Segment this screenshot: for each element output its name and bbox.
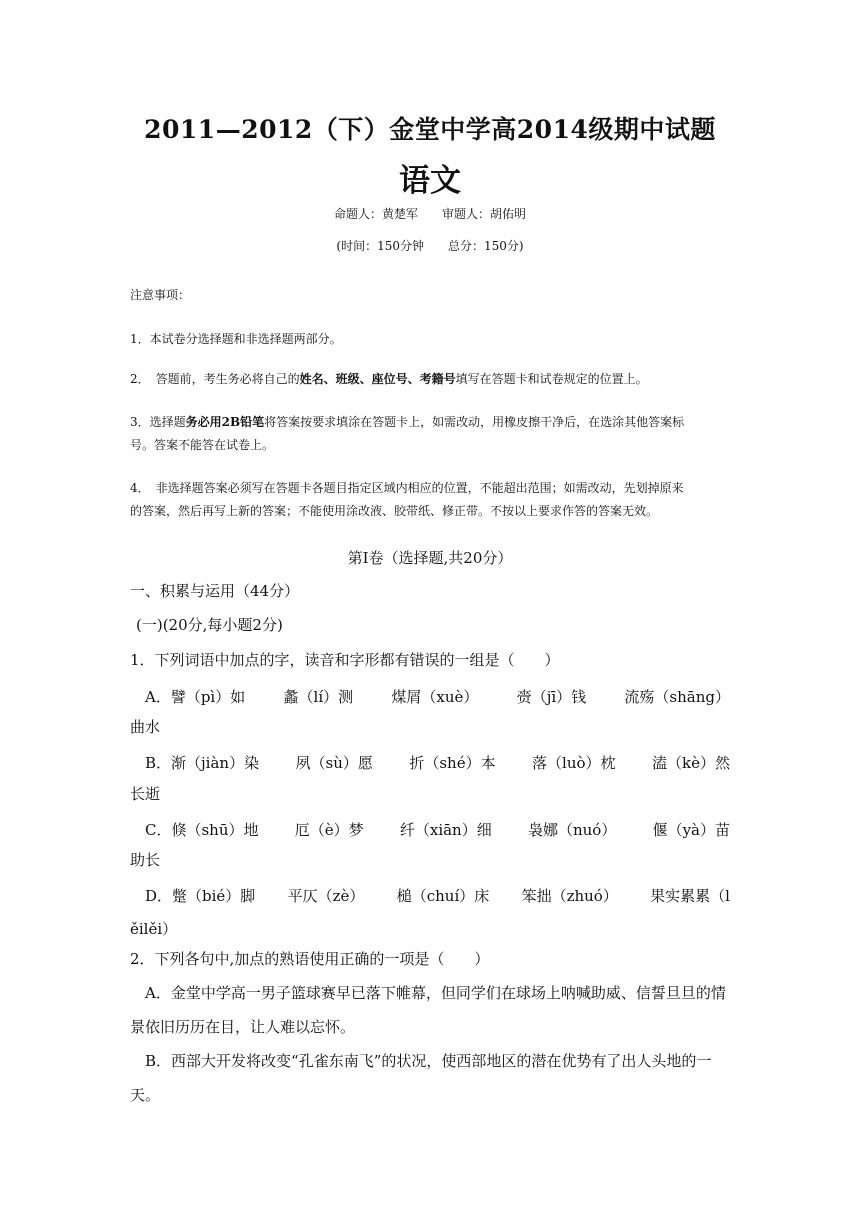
- q1-a-term-5: 流殇（shāng）: [624, 688, 730, 706]
- notice-item-2-prefix: 2． 答题前，考生务必将自己的: [130, 372, 300, 386]
- notice-item-4-line2: 的答案，然后再写上新的答案；不能使用涂改液、胶带纸、修正带。不按以上要求作答的答案无效。: [130, 504, 659, 518]
- q1-option-c-cont: 助长: [130, 851, 161, 869]
- authors-line: 命题人：黄楚军 审题人：胡佑明: [333, 207, 526, 221]
- notice-item-1: 1．本试卷分选择题和非选择题两部分。: [130, 332, 342, 346]
- notice-item-2-suffix: 填写在答题卡和试卷规定的位置上。: [455, 372, 648, 386]
- q1-d-term-5: 果实累累（l: [650, 887, 730, 905]
- section-heading-1: 一、积累与运用（44分）: [130, 582, 300, 600]
- q1-c-term-1: C．倏（shū）地: [145, 821, 259, 839]
- q1-option-a: [145, 680, 730, 714]
- q1-a-term-3: 煤屑（xuè）: [391, 688, 479, 706]
- question-1-stem: 1．下列词语中加点的字，读音和字形都有错误的一组是（ ）: [130, 651, 560, 669]
- q1-a-term-1: A．譬（pì）如: [145, 688, 246, 706]
- q2-option-a-line1: A．金堂中学高一男子篮球赛早已落下帷幕，但同学们在球场上呐喊助威、信誓旦旦的情: [145, 984, 726, 1002]
- q1-b-term-3: 折（shé）本: [409, 754, 496, 772]
- q1-option-b: [145, 746, 730, 780]
- q1-d-term-1: D．蹩（bié）脚: [145, 887, 256, 905]
- q1-d-term-3: 槌（chuí）床: [396, 887, 490, 905]
- q1-option-b-cont: 长逝: [130, 785, 161, 803]
- q2-option-b-line1: B．西部大开发将改变“孔雀东南飞”的状况，使西部地区的潜在优势有了出人头地的一: [145, 1052, 712, 1070]
- notice-item-3-line2: 号。答案不能答在试卷上。: [130, 438, 275, 452]
- notice-item-3-prefix: 3．选择题: [130, 415, 186, 429]
- q1-d-term-4: 笨拙（zhuó）: [521, 887, 618, 905]
- q1-a-term-2: 蠡（lí）测: [283, 688, 354, 706]
- notice-item-4-line1: 4． 非选择题答案必须写在答题卡各题目指定区域内相应的位置，不能超出范围；如需改动，先划掉原来: [130, 481, 684, 495]
- notice-item-2-bold: 姓名、班级、座位号、考籍号: [299, 372, 456, 386]
- q1-b-term-5: 溘（kè）然: [652, 754, 730, 772]
- q1-b-term-2: 夙（sù）愿: [295, 754, 373, 772]
- part-title: 第Ⅰ卷（选择题,共20分）: [347, 549, 513, 567]
- notice-item-3-bold: 务必用2B铅笔: [185, 415, 265, 429]
- q1-b-term-4: 落（luò）枕: [532, 754, 616, 772]
- q1-option-a-cont: 曲水: [130, 718, 161, 736]
- section-heading-2: (一)(20分,每小题2分): [136, 616, 283, 634]
- notice-heading: 注意事项：: [130, 288, 191, 302]
- q1-c-term-2: 厄（è）梦: [294, 821, 364, 839]
- notice-item-3-suffix: 将答案按要求填涂在答题卡上，如需改动，用橡皮擦干净后，在选涂其他答案标: [264, 415, 685, 429]
- q1-option-d: [145, 879, 730, 913]
- q1-d-term-2: 平仄（zè）: [287, 887, 365, 905]
- question-2-stem: 2．下列各句中,加点的熟语使用正确的一项是（ ）: [130, 950, 490, 968]
- time-info: (时间：150分钟 总分：150分): [336, 239, 524, 253]
- q1-c-term-3: 纤（xiān）细: [399, 821, 492, 839]
- q1-option-d-cont: ěilěi）: [130, 920, 178, 938]
- q1-a-term-4: 赍（jī）钱: [516, 688, 587, 706]
- q2-option-b-line2: 天。: [130, 1086, 161, 1104]
- q1-c-term-4: 袅娜（nuó）: [527, 821, 617, 839]
- q1-b-term-1: B．渐（jiàn）染: [145, 754, 260, 772]
- exam-title: 2011—2012（下）金堂中学高2014级期中试题: [144, 115, 716, 144]
- notice-item-3: [130, 410, 730, 434]
- q2-option-a-line2: 景依旧历历在目，让人难以忘怀。: [130, 1018, 356, 1036]
- subject-title: 语文: [399, 163, 461, 199]
- q1-c-term-5: 偃（yà）苗: [652, 821, 730, 839]
- q1-option-c: [145, 813, 730, 847]
- notice-item-2: [130, 367, 730, 391]
